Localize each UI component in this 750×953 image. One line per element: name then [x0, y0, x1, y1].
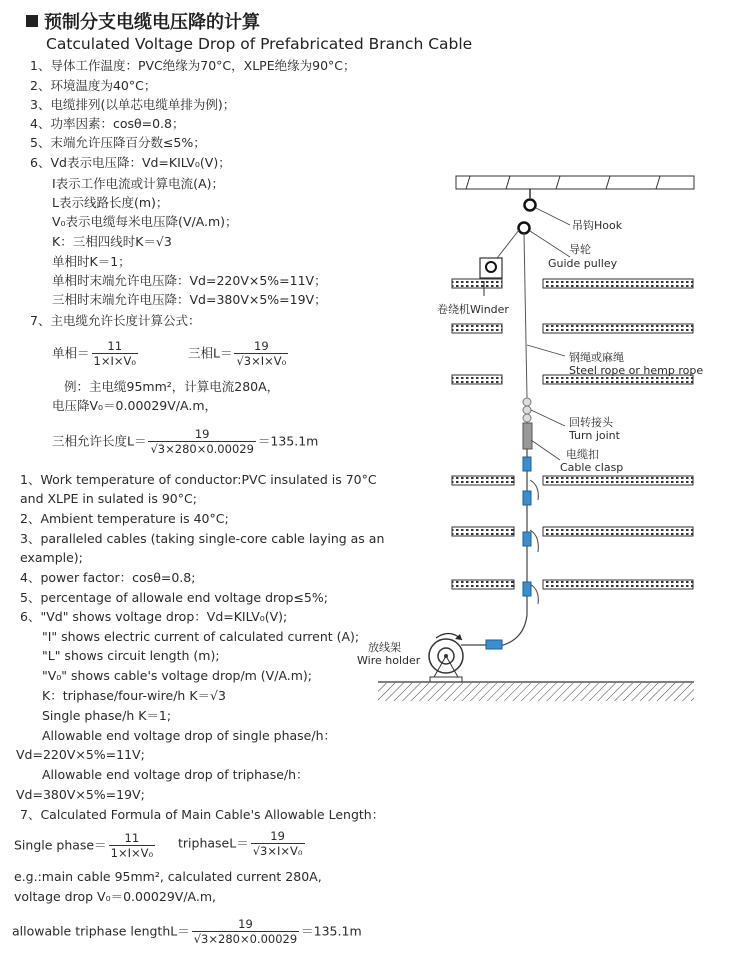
en-line-18: 7、Calculated Formula of Main Cable's Allowable Length：: [20, 807, 385, 822]
ceiling-beam: [456, 176, 694, 189]
en-line-12: K：triphase/four-wire/h K＝√3: [42, 688, 226, 703]
en-line-16: Allowable end voltage drop of triphase/h：: [42, 767, 309, 782]
label-turn-joint-cn: 回转接头: [569, 416, 613, 429]
rope-line: [524, 233, 527, 398]
cn-line-7: I表示工作电流或计算电流(A)；: [52, 176, 224, 191]
cn-line-8: L表示线路长度(m)；: [52, 195, 169, 210]
en-line-5: example);: [20, 550, 83, 565]
en-line-4: 3、paralleled cables (taking single-core cable laying as an: [20, 531, 385, 546]
en-line-13: Single phase/h K＝1;: [42, 708, 172, 723]
cn-line-1: 1、导体工作温度：PVC绝缘为70°C，XLPE绝缘为90°C；: [30, 58, 356, 73]
label-turn-joint-en: Turn joint: [569, 429, 620, 442]
en-formula-single: Single phase＝ $\frac{11}{\text{1×I×V₀}}$: [14, 831, 154, 860]
cn-formula-length: 三相允许长度L＝ $\frac{19}{√3\times 280\times 0.00029}$ ＝135.1m: [52, 427, 319, 456]
wire-holder-icon: [429, 633, 486, 682]
en-line-8: 6、"Vd" shows voltage drop：Vd=KILV₀(V);: [20, 609, 288, 624]
en-line-17: Vd=380V×5%=19V;: [16, 787, 145, 802]
cn-formula-triphase: 三相L＝ $\frac{19}{\text{√3×I×V₀}}$: [188, 339, 287, 368]
en-line-7: 5、percentage of allowale end voltage drop≤5%;: [20, 590, 328, 605]
label-cable-clasp-cn: 电缆扣: [566, 448, 599, 461]
cn-line-3: 3、电缆排列(以单芯电缆单排为例)；: [30, 97, 236, 112]
guide-pulley-icon: [519, 223, 530, 234]
floor-slabs-left: [452, 279, 514, 589]
en-line-15: Vd=220V×5%=11V;: [16, 747, 145, 762]
cn-line-2: 2、环境温度为40°C；: [30, 78, 157, 93]
label-cable-clasp-en: Cable clasp: [560, 461, 624, 474]
cn-line-13: 三相时末端允许电压降：Vd=380V×5%=19V；: [52, 292, 327, 307]
cn-example-2: 电压降V₀＝0.00029V/A.m，: [52, 398, 217, 413]
page-title-cn: 预制分支电缆电压降的计算: [26, 8, 260, 34]
cn-line-14: 7、主电缆允许长度计算公式：: [30, 313, 201, 328]
cn-line-10: K：三相四线时K＝√3: [52, 234, 172, 249]
fraction: $\frac{19}{\text{√3×I×V₀}}$: [236, 339, 287, 368]
en-line-9: "I" shows electric current of calculated current (A);: [42, 629, 360, 644]
label-rope-en: Steel rope or hemp rope: [569, 364, 704, 377]
label-guide-pulley-en: Guide pulley: [548, 257, 618, 270]
cn-example-1: 例：主电缆95mm²，计算电流280A，: [64, 379, 280, 394]
cn-line-9: V₀表示电缆每米电压降(V/A.m)；: [52, 214, 238, 229]
label-winder: 卷绕机Winder: [437, 303, 509, 316]
en-line-6: 4、power factor：cosθ=0.8;: [20, 570, 196, 585]
en-line-14: Allowable end voltage drop of single phase/h：: [42, 728, 337, 743]
fraction: $\frac{19}{√3\times 280\times 0.00029}$: [193, 917, 298, 946]
label-hook: 吊钩Hook: [572, 219, 623, 232]
en-example-1: e.g.:main cable 95mm², calculated current 280A,: [14, 869, 322, 884]
fraction: $\frac{19}{√3\times 280\times 0.00029}$: [150, 427, 254, 456]
cn-line-6: 6、Vd表示电压降：Vd=KILV₀(V)；: [30, 155, 231, 170]
en-line-10: "L" shows circuit length (m);: [42, 648, 220, 663]
en-line-11: "V₀" shows cable's voltage drop/m (V/A.m);: [42, 668, 313, 683]
en-formula-length: allowable triphase lengthL＝ $\frac{19}{√3\times 280\times 0.00029}$ ＝135.1m: [12, 917, 362, 946]
ground: [378, 682, 694, 701]
fraction: $\frac{11}{\text{1×I×V₀}}$: [93, 339, 136, 368]
label-wire-holder-en: Wire holder: [357, 654, 421, 667]
label-guide-pulley-cn: 导轮: [569, 243, 591, 256]
label-leaders: [527, 208, 570, 460]
winder-icon: [480, 258, 502, 296]
turn-joint-icon: [523, 398, 532, 449]
en-line-2: and XLPE in sulated is 90°C;: [20, 491, 197, 506]
cn-line-12: 单相时末端允许电压降：Vd=220V×5%=11V；: [52, 273, 327, 288]
cn-line-5: 5、末端允许压降百分数≤5%；: [30, 135, 206, 150]
en-formula-triphase: triphaseL＝ $\frac{19}{\text{√3×I×V₀}}$: [178, 829, 303, 858]
label-wire-holder-cn: 放线架: [368, 641, 401, 654]
cable-clasp-icon: [486, 457, 531, 649]
label-rope-cn: 钢绳或麻绳: [569, 351, 624, 364]
fraction: $\frac{19}{\text{√3×I×V₀}}$: [252, 829, 303, 858]
cn-line-4: 4、功率因素：cosθ=0.8；: [30, 116, 185, 131]
en-example-2: voltage drop V₀＝0.00029V/A.m,: [14, 889, 217, 904]
rope-to-winder: [494, 230, 519, 262]
en-line-1: 1、Work temperature of conductor:PVC insulated is 70°C: [20, 472, 377, 487]
cn-formula-single: 单相＝ $\frac{11}{\text{1×I×V₀}}$: [52, 339, 136, 368]
hook-icon: [525, 189, 536, 211]
page-title-en: Catculated Voltage Drop of Prefabricated Branch Cable: [46, 35, 473, 53]
cn-line-11: 单相时K＝1；: [52, 254, 131, 269]
en-line-3: 2、Ambient temperature is 40°C;: [20, 511, 229, 526]
fraction: $\frac{11}{\text{1×I×V₀}}$: [110, 831, 154, 860]
